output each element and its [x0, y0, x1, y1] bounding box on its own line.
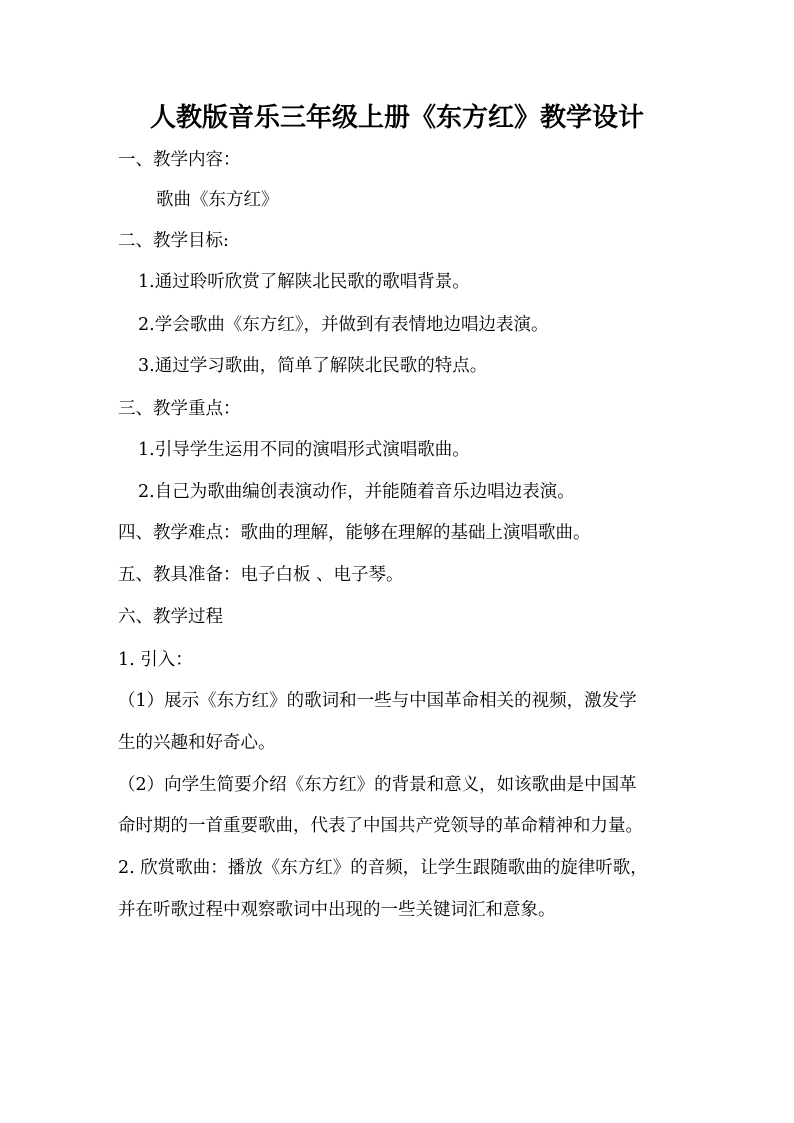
- section-heading-key-points: 三、教学重点：: [118, 399, 241, 419]
- section-heading-content: 一、教学内容：: [118, 150, 241, 170]
- section-heading-goals: 二、教学目标:: [118, 231, 229, 251]
- process-step-1-item-2: （2）向学生简要介绍《东方红》的背景和意义，如该歌曲是中国革: [118, 775, 637, 795]
- process-step-2-cont: 并在听歌过程中观察歌词中出现的一些关键词汇和意象。: [118, 900, 556, 920]
- document-title: 人教版音乐三年级上册《东方红》教学设计: [149, 103, 644, 133]
- goal-item-3: 3.通过学习歌曲，简单了解陕北民歌的特点。: [138, 356, 488, 376]
- goal-item-1: 1.通过聆听欣赏了解陕北民歌的歌唱背景。: [138, 272, 470, 292]
- content-song: 歌曲《东方红》: [156, 190, 279, 210]
- goal-item-2: 2.学会歌曲《东方红》，并做到有表情地边唱边表演。: [138, 315, 549, 335]
- section-tools: 五、教具准备：电子白板 、电子琴。: [118, 565, 404, 585]
- process-step-2: 2. 欣赏歌曲：播放《东方红》的音频，让学生跟随歌曲的旋律听歌，: [118, 858, 648, 878]
- section-difficulty: 四、教学难点：歌曲的理解，能够在理解的基础上演唱歌曲。: [118, 523, 591, 543]
- section-heading-process: 六、教学过程: [118, 607, 223, 627]
- key-point-item-2: 2.自己为歌曲编创表演动作，并能随着音乐边唱边表演。: [138, 482, 575, 502]
- process-step-1-item-2-cont: 命时期的一首重要歌曲，代表了中国共产党领导的革命精神和力量。: [118, 816, 643, 836]
- process-step-1-item-1: （1）展示《东方红》的歌词和一些与中国革命相关的视频，激发学: [118, 691, 637, 711]
- process-step-1-item-1-cont: 生的兴趣和好奇心。: [118, 733, 276, 753]
- process-step-1-heading: 1. 引入：: [118, 650, 193, 670]
- key-point-item-1: 1.引导学生运用不同的演唱形式演唱歌曲。: [138, 440, 470, 460]
